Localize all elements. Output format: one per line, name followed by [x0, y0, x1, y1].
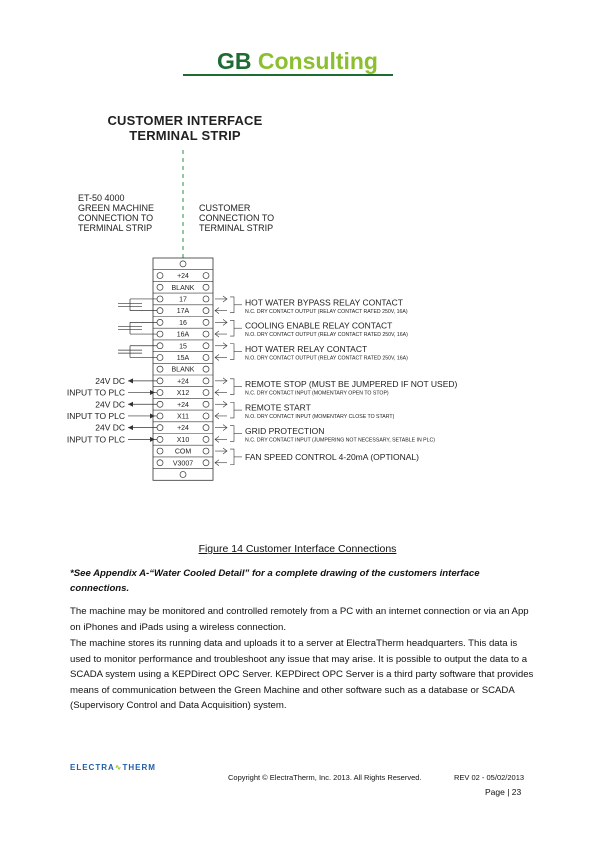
- arrow-left-icon: [128, 402, 133, 407]
- terminal-label: X12: [176, 390, 190, 398]
- terminal-screw-right: [203, 284, 209, 290]
- terminal-screw-left: [157, 296, 163, 302]
- terminal-screw-left: [157, 273, 163, 279]
- terminal-label: 17A: [176, 308, 190, 316]
- terminal-screw-left: [157, 401, 163, 407]
- terminal-label: +24: [177, 425, 189, 433]
- left-label-plc-input: INPUT TO PLC: [66, 387, 125, 398]
- terminal-screw-right: [203, 273, 209, 279]
- connection-title: GRID PROTECTION: [245, 426, 325, 436]
- terminal-screw-left: [157, 460, 163, 466]
- terminal-label: 16A: [176, 331, 190, 339]
- group-bracket: [230, 320, 234, 336]
- arrow-right-icon: [150, 437, 155, 442]
- terminal-screw-right: [203, 331, 209, 337]
- strip-end-cap-top: [180, 261, 186, 267]
- terminal-screw-right: [203, 436, 209, 442]
- connection-title: HOT WATER BYPASS RELAY CONTACT: [245, 297, 403, 308]
- left-heading-line: TERMINAL STRIP: [78, 223, 153, 233]
- left-heading-line: GREEN MACHINE: [78, 203, 155, 213]
- diagram-title-line2: TERMINAL STRIP: [129, 128, 241, 143]
- logo-swoosh-icon: ∿: [114, 763, 123, 772]
- connection-subtitle: N.O. DRY CONTACT OUTPUT (RELAY CONTACT RATED 250V, 16A): [245, 355, 408, 362]
- paragraph-remote-monitoring: The machine may be monitored and controlled remotely from a PC with an internet connection or via an App on iPhones and iPads using a wireless connection.: [70, 606, 529, 633]
- terminal-screw-left: [157, 308, 163, 314]
- right-heading-line: CUSTOMER: [199, 203, 251, 213]
- electratherm-logo: [70, 763, 156, 772]
- logo-consulting: Consulting: [257, 48, 378, 74]
- terminal-screw-right: [203, 296, 209, 302]
- terminal-label: 15A: [176, 354, 190, 362]
- left-heading-line: ET-50 4000: [78, 193, 125, 203]
- strip-end-cap-bottom: [180, 471, 186, 477]
- connection-subtitle: N.C. DRY CONTACT INPUT (JUMPERING NOT NECESSARY, SETABLE IN PLC): [245, 437, 435, 444]
- group-bracket: [230, 379, 234, 395]
- terminal-label: V3007: [172, 460, 194, 468]
- left-label-plc-input: INPUT TO PLC: [66, 434, 125, 445]
- terminal-screw-right: [203, 460, 209, 466]
- right-wiring: [215, 296, 458, 466]
- diagram-title-line1: CUSTOMER INTERFACE: [107, 113, 263, 128]
- arrow-right-icon: [150, 413, 155, 418]
- terminal-screw-left: [157, 425, 163, 431]
- left-heading-line: CONNECTION TO: [78, 213, 154, 223]
- terminal-screw-left: [157, 284, 163, 290]
- left-label-24v: 24V DC: [95, 422, 125, 433]
- group-bracket: [230, 297, 234, 313]
- terminal-screw-right: [203, 308, 209, 314]
- terminal-label: BLANK: [171, 366, 195, 374]
- connection-subtitle: N.C. DRY CONTACT INPUT (MOMENTARY OPEN TO STOP): [245, 390, 389, 397]
- terminal-label: 17: [179, 296, 187, 304]
- connection-title: REMOTE START: [245, 402, 311, 413]
- terminal-screw-right: [203, 354, 209, 360]
- terminal-label: X10: [176, 436, 190, 444]
- terminal-screw-right: [203, 378, 209, 384]
- terminal-screw-left: [157, 366, 163, 372]
- terminal-screw-left: [157, 331, 163, 337]
- left-label-24v: 24V DC: [95, 399, 125, 410]
- terminal-screw-right: [203, 319, 209, 325]
- terminal-label: +24: [177, 273, 189, 281]
- terminal-label: BLANK: [171, 284, 195, 292]
- arrow-right-icon: [150, 390, 155, 395]
- group-bracket: [230, 426, 234, 442]
- logo-gb: GB: [217, 48, 252, 74]
- terminal-screw-right: [203, 401, 209, 407]
- terminal-screw-right: [203, 390, 209, 396]
- terminal-label: X11: [177, 413, 189, 421]
- figure-caption: Figure 14 Customer Interface Connections: [198, 543, 397, 555]
- connection-title: REMOTE STOP (MUST BE JUMPERED IF NOT USED): [245, 379, 458, 390]
- connection-subtitle: N.C. DRY CONTACT OUTPUT (RELAY CONTACT RATED 250V, 16A): [245, 308, 408, 315]
- terminal-screw-left: [157, 319, 163, 325]
- left-label-plc-input: INPUT TO PLC: [66, 410, 125, 421]
- connection-title: FAN SPEED CONTROL 4-20mA (OPTIONAL): [245, 451, 419, 462]
- terminal-screw-right: [203, 413, 209, 419]
- terminal-screw-right: [203, 425, 209, 431]
- terminal-screw-left: [157, 390, 163, 396]
- connection-title: HOT WATER RELAY CONTACT: [245, 344, 368, 355]
- connection-subtitle: N.O. DRY CONTACT OUTPUT (RELAY CONTACT RATED 250V, 16A): [245, 332, 408, 339]
- revision-text: REV 02 - 05/02/2013: [454, 773, 525, 782]
- terminal-screw-left: [157, 343, 163, 349]
- connection-subtitle: N.O. DRY CONTACT INPUT (MOMENTARY CLOSE TO START): [245, 414, 395, 421]
- left-wiring: [67, 299, 157, 444]
- right-heading-line: CONNECTION TO: [199, 213, 275, 223]
- logo-electra: ELECTRA: [70, 763, 115, 772]
- terminal-screw-right: [203, 343, 209, 349]
- appendix-note: *See Appendix A-“Water Cooled Detail” for a complete drawing of the customers interface connections.: [70, 568, 480, 594]
- terminal-label: 16: [179, 319, 187, 327]
- group-bracket: [230, 402, 234, 418]
- terminal-strip: [153, 258, 213, 480]
- right-heading-line: TERMINAL STRIP: [199, 223, 274, 233]
- terminal-screw-right: [203, 366, 209, 372]
- logo-therm: THERM: [122, 763, 156, 772]
- connection-title: COOLING ENABLE RELAY CONTACT: [245, 320, 393, 331]
- terminal-screw-right: [203, 448, 209, 454]
- arrow-left-icon: [128, 378, 133, 383]
- group-bracket: [230, 449, 234, 465]
- paragraph-data-storage: The machine stores its running data and uploads it to a server at ElectraTherm headquarters. This data is used to monitor performance and troubleshoot any issue that may arise. It is possible to output the data to a SCADA system using a KEPDirect OPC Server. KEPDirect OPC Server is a third party software that provides means of communication between the Green Machine and other software such as a database or SCADA (Supervisory Control and Data Acquisition) system.: [70, 638, 534, 711]
- page-number: Page | 23: [485, 787, 522, 797]
- terminal-screw-left: [157, 413, 163, 419]
- terminal-label: COM: [174, 448, 192, 456]
- arrow-left-icon: [128, 425, 133, 430]
- group-bracket: [230, 344, 234, 360]
- terminal-label: +24: [177, 378, 189, 386]
- terminal-label: +24: [177, 401, 189, 409]
- terminal-screw-left: [157, 436, 163, 442]
- copyright-text: Copyright © ElectraTherm, Inc. 2013. All Rights Reserved.: [228, 773, 422, 782]
- terminal-label: 15: [179, 343, 187, 351]
- terminal-screw-left: [157, 448, 163, 454]
- terminal-screw-left: [157, 354, 163, 360]
- left-label-24v: 24V DC: [95, 375, 125, 386]
- terminal-screw-left: [157, 378, 163, 384]
